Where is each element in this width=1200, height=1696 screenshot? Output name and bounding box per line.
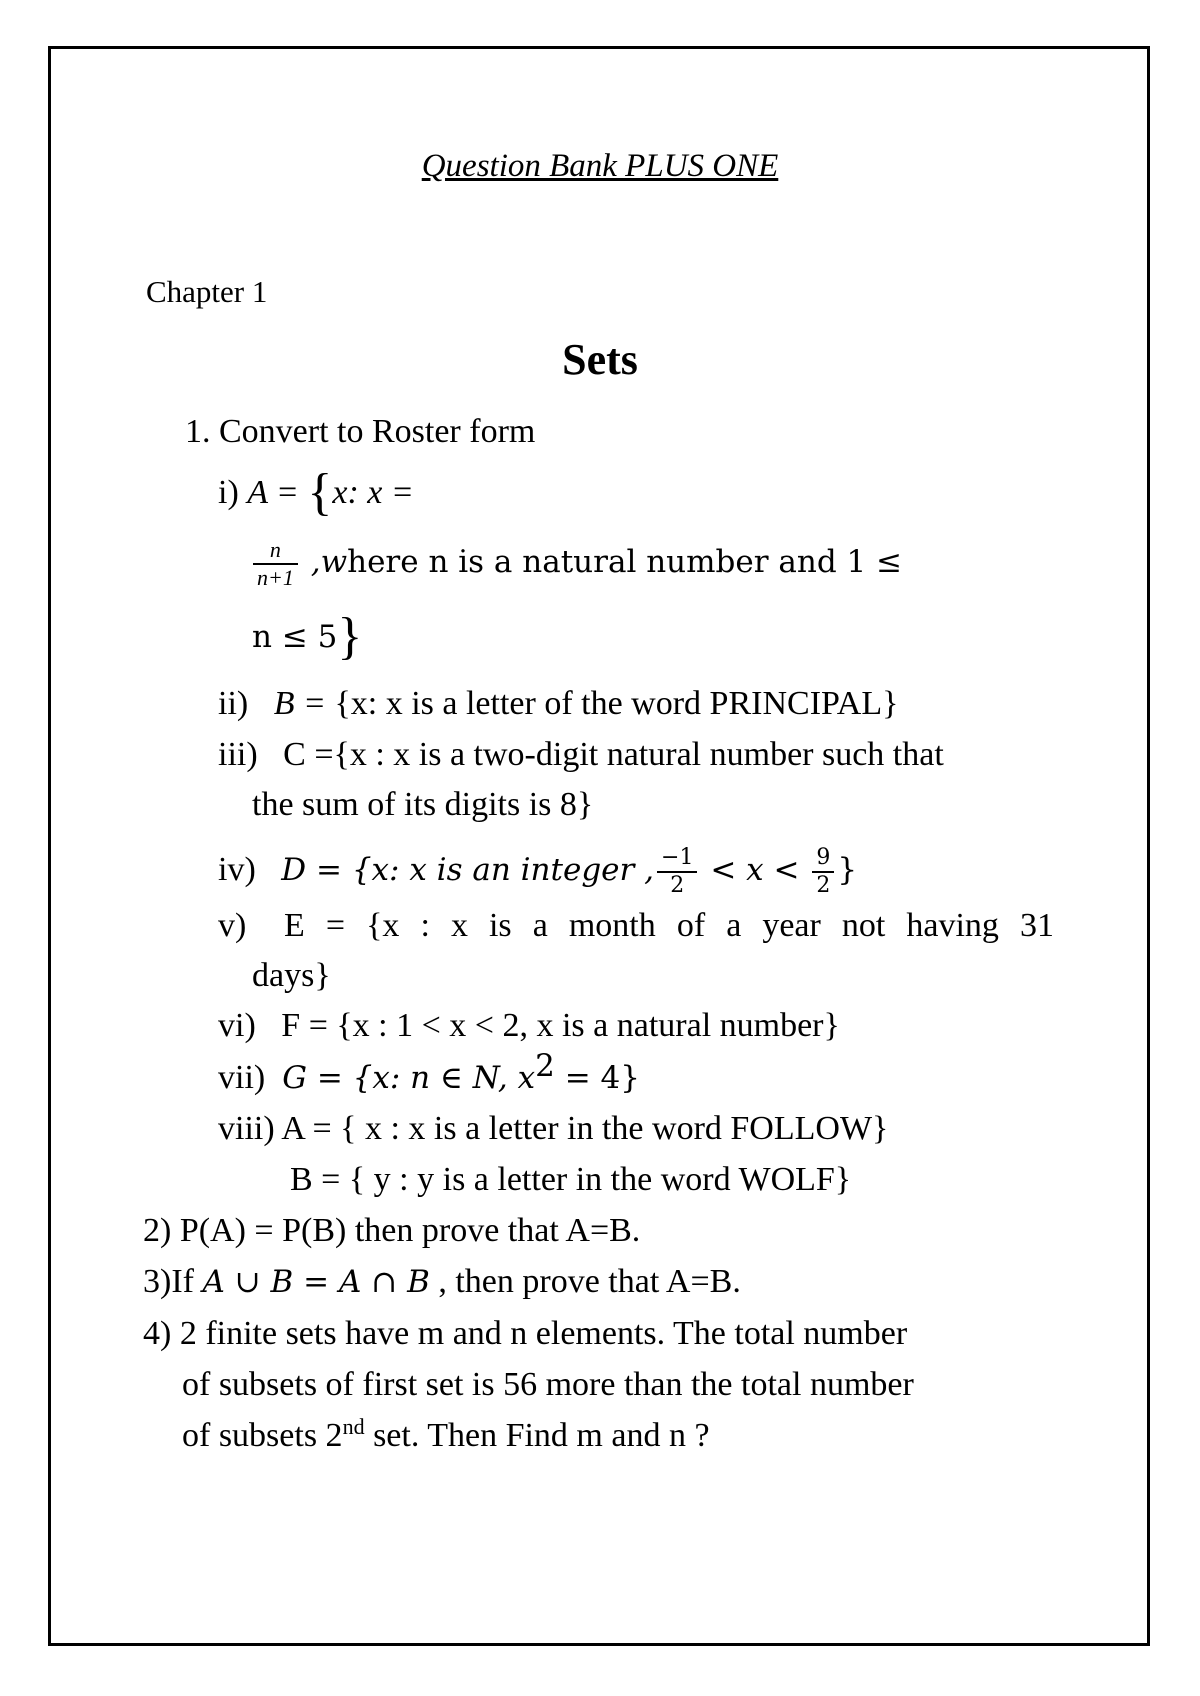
item-viii-set-a: A = { x : x is a letter in the word FOLLOW} [281,1110,889,1147]
item-iv-fraction-1-den: 2 [670,873,685,898]
item-ii-text: {x: x is a letter of the word PRINCIPAL} [334,685,899,722]
item-i-condition: here n is a natural number and 1 ≤ [347,543,903,580]
question-4-ordinal: nd [342,1414,365,1439]
item-v-word: 31 [1019,907,1054,944]
item-v-word: not [841,907,886,944]
item-ii-set-name: B = [273,685,335,722]
question-2: 2) P(A) = P(B) then prove that A=B. [143,1212,641,1249]
item-i-fraction [253,537,298,591]
question-3-suffix: , then prove that A=B. [429,1263,741,1300]
page-title: Question Bank PLUS ONE [421,148,779,184]
item-v-word: E [284,907,305,944]
item-iv [218,845,857,899]
question-3 [143,1262,741,1302]
item-i-expr: x: x = [332,474,414,511]
item-i-set-name: A = [247,474,308,511]
item-v-word: having [906,907,999,944]
item-iv-fraction-1-num: −1 [657,845,697,873]
item-iii-label: iii) [218,736,258,773]
question-4-line3 [182,1416,710,1456]
item-v-label: v) [218,907,247,944]
question-3-equation: A ∪ B = A ∩ B [202,1264,430,1300]
item-ii [218,684,898,724]
item-v-word: year [762,907,821,944]
item-v-word: of [676,907,706,944]
item-vi-text: F = {x : 1 < x < 2, x is a natural number} [281,1007,840,1044]
question-3-prefix: 3)If [143,1263,203,1300]
chapter-label: Chapter 1 [146,274,268,309]
item-iv-fraction-2-den: 2 [816,873,831,898]
question-4-line1: 4) 2 finite sets have m and n elements. The total number [143,1315,908,1352]
item-vi-label: vi) [218,1007,256,1044]
item-vi [218,1006,840,1046]
item-v-line1 [284,906,1054,946]
question-4-line2: of subsets of first set is 56 more than the total number [182,1366,914,1403]
item-iv-end: } [837,851,858,888]
chapter-heading: Sets [562,335,638,384]
item-v-word: a [532,907,548,944]
item-vii-end: = 4} [554,1060,640,1096]
item-vii-text: G = {x: n ∈ N, x [282,1060,536,1096]
item-i-label: i) [218,474,239,511]
item-i-bound: n ≤ 5 [252,619,338,655]
item-i-brace-close: } [337,608,363,665]
item-iv-inequality: < x < [700,851,810,888]
item-i-line3 [252,608,363,665]
item-v-line2: days} [252,957,331,994]
item-iv-label: iv) [218,850,256,888]
question-1 [185,412,535,452]
item-v-word: : [420,907,430,944]
item-i-comma: ,w [300,543,348,580]
item-iii-line2: the sum of its digits is 8} [252,786,594,823]
item-iii-text: C ={x : x is a two-digit natural number such that [283,736,944,773]
question-1-text: Convert to Roster form [219,413,536,450]
question-4-line3-end: set. Then Find m and n ? [364,1417,710,1454]
item-vii [218,1048,640,1098]
item-ii-label: ii) [218,685,249,722]
item-v-word: x [450,907,468,944]
item-iv-fraction-1 [657,845,697,899]
item-i-line2 [250,537,902,591]
item-iv-text: D = {x: x is an integer , [281,851,655,888]
item-iv-fraction-2 [812,845,834,899]
item-viii-label: viii) [218,1110,275,1147]
item-v-word: = [325,907,346,944]
item-i-fraction-den: n+1 [257,565,294,590]
item-i-line1 [218,464,414,521]
item-iii-line1 [218,735,944,775]
question-4-line3-start: of subsets 2 [182,1417,343,1454]
item-iv-fraction-2-num: 9 [812,845,834,873]
item-v-word: {x [366,907,400,944]
item-v-word: a [726,907,742,944]
item-v-word: month [568,907,656,944]
item-vii-exponent: 2 [535,1048,555,1084]
item-i-brace-open: { [307,464,333,521]
item-viii-line1 [218,1109,888,1149]
item-viii-set-b: B = { y : y is a letter in the word WOLF} [290,1161,852,1198]
item-i-fraction-num: n [253,537,298,565]
item-v-word: is [488,907,512,944]
question-1-number: 1. [185,413,211,450]
item-vii-label: vii) [218,1059,266,1096]
